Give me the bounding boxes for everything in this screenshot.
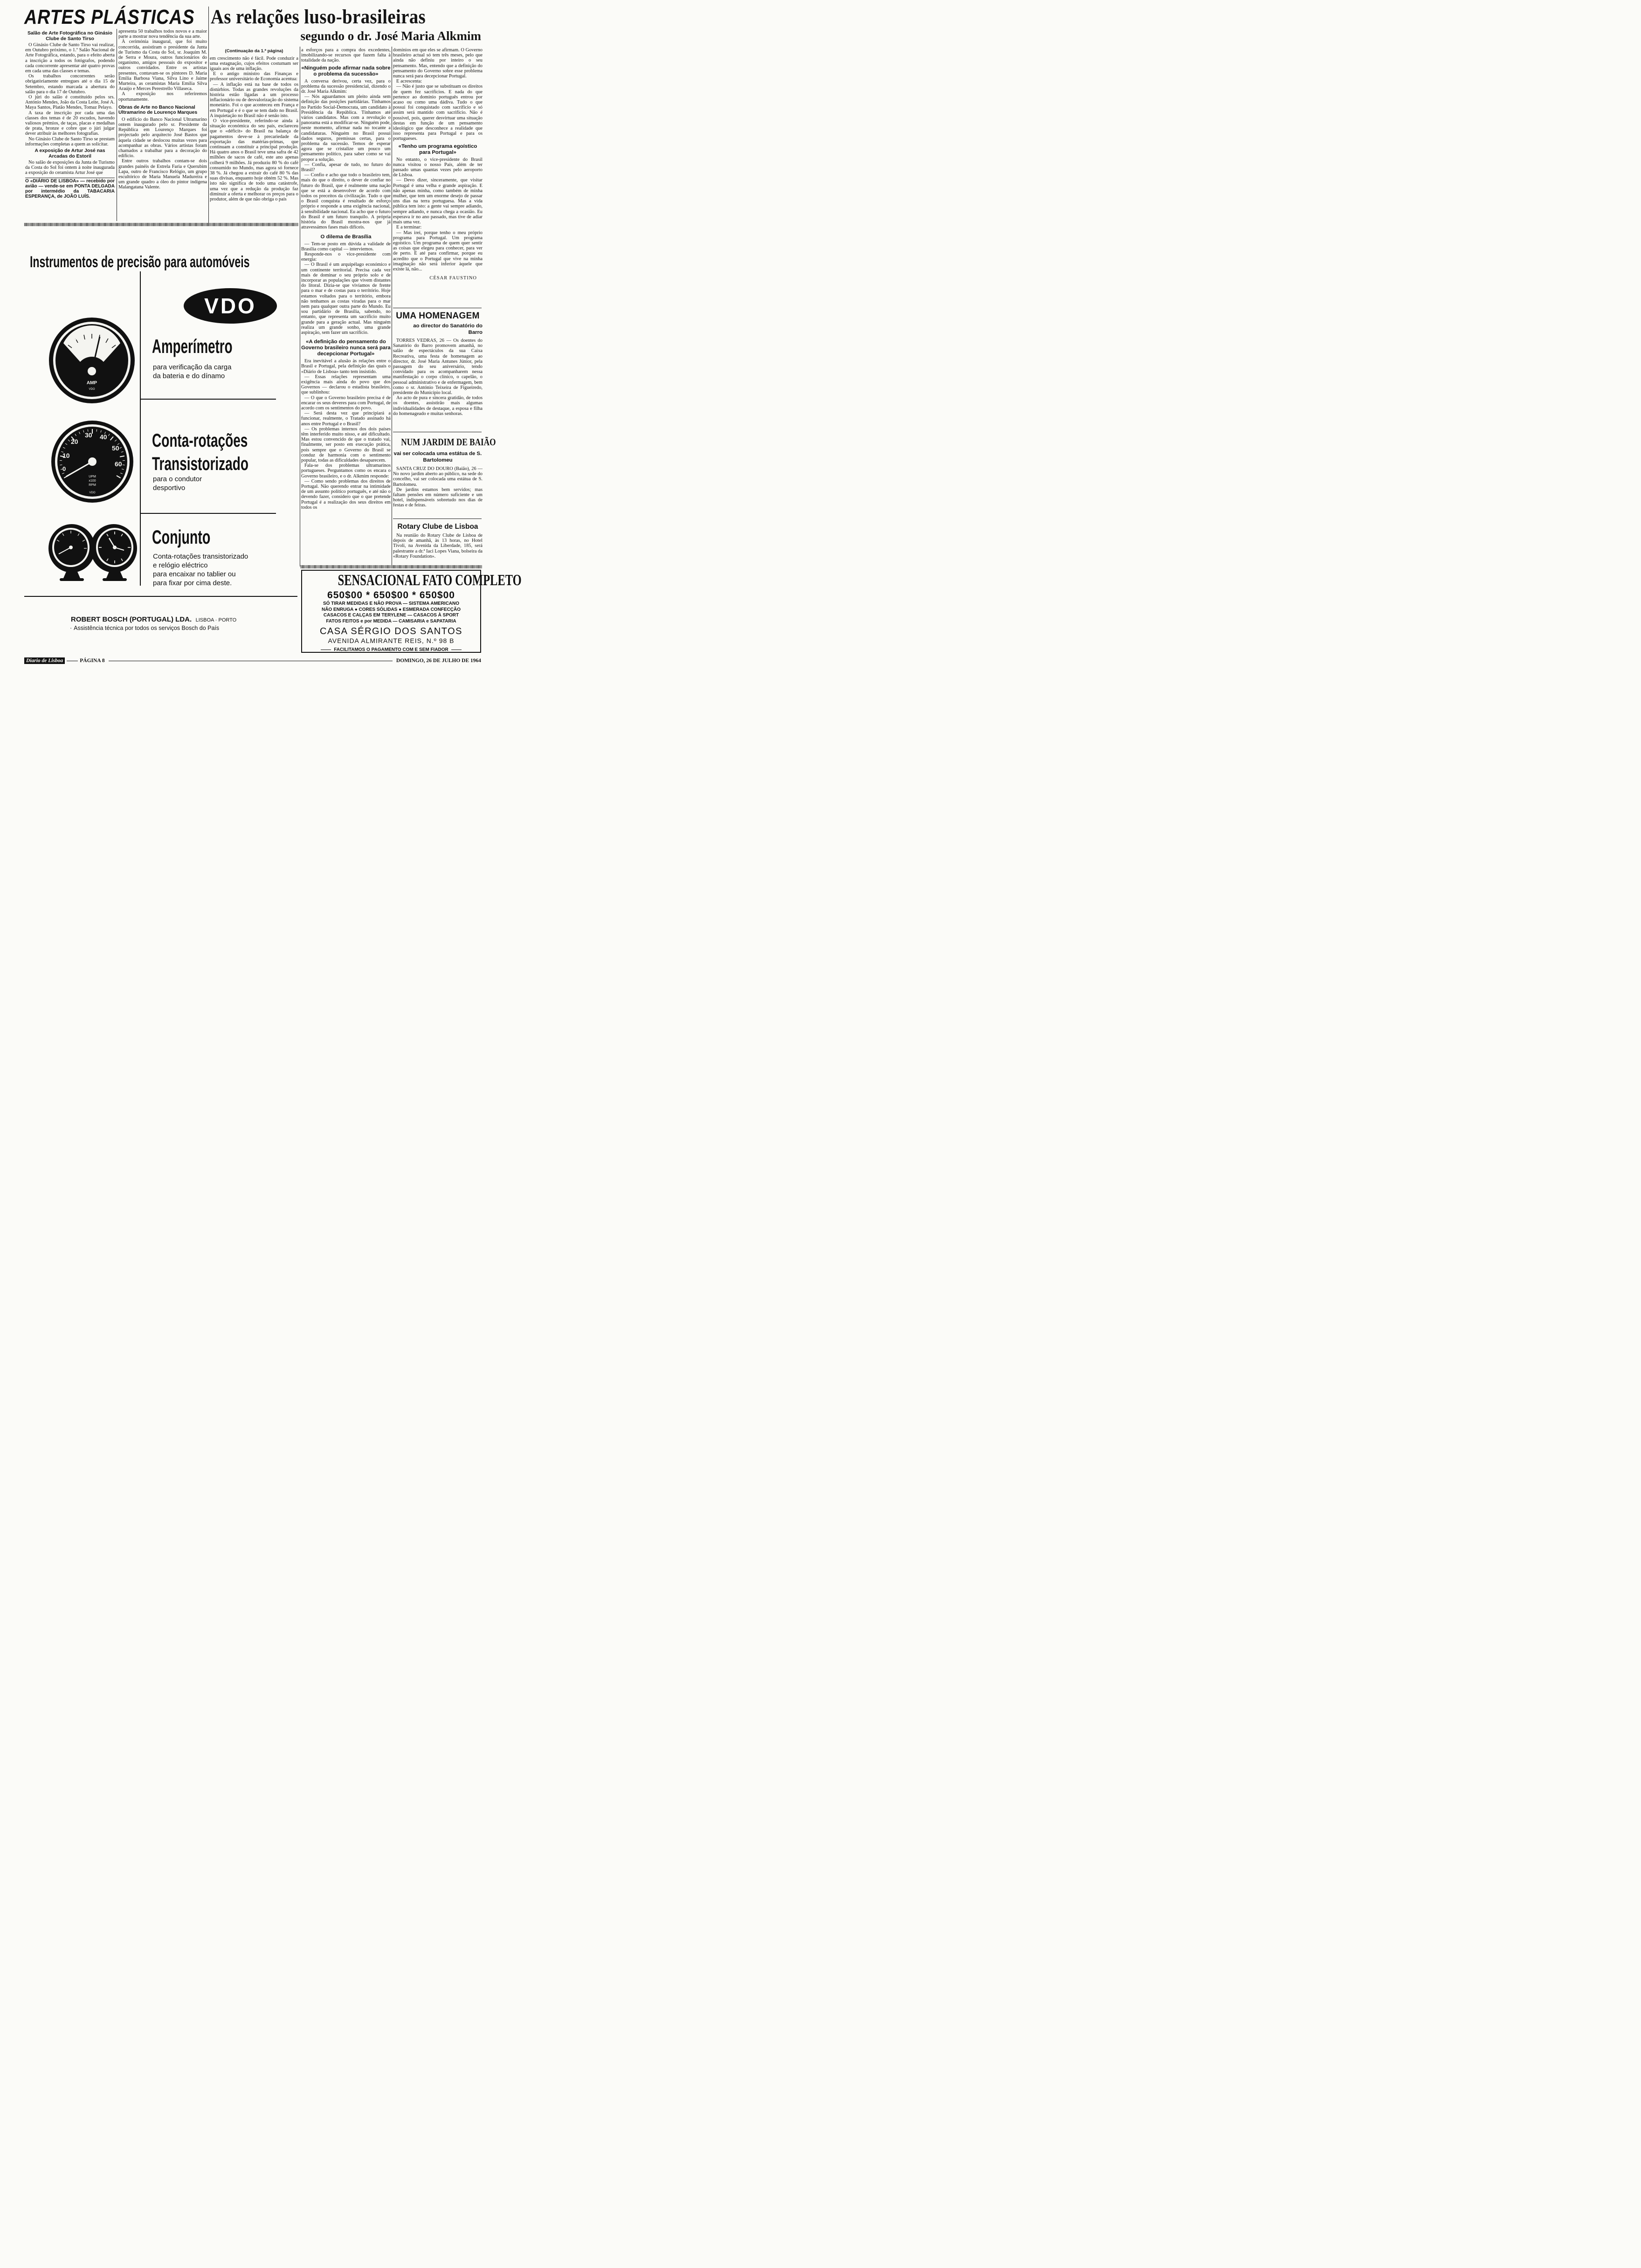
vdo-headline: Instrumentos de precisão para automóveis (30, 253, 250, 271)
section-title-brasilia: O dilema de Brasília (320, 234, 372, 240)
interview-column-2 (301, 48, 391, 510)
title-line: Conta-rotações (152, 430, 248, 451)
paragraph: — Não é justo que se substituam os direitos de quem fez sacrifícios. E nada do que pertence ao domínio português entrou por acaso ou como uma dádiva. Tudo o que possui foi conquistado com sacrifício e só assim será mantido com sacrifício. Não é possível, pois, querer desvirtuar uma situação destas em função de um pensamento ideológico que desconhece a realidade que isso representa para Portugal e para os portugueses. (393, 84, 483, 142)
product-desc-conta-rotacoes (153, 475, 283, 492)
desc-line: para encaixar no tablier ou (153, 570, 236, 578)
fato-footer: FACILITAMOS O PAGAMENTO COM E SEM FIADOR (334, 647, 448, 652)
date: DOMINGO, 26 DE JULHO DE 1964 (396, 658, 481, 664)
gauge-label: 30 (69, 334, 77, 342)
jardim-article (393, 436, 496, 508)
jardim-title: NUM JARDIM DE BAIÃO (401, 436, 496, 448)
interview-column-1 (210, 48, 298, 202)
paragraph: — Os problemas internos dos dois países têm interferido muito nisso, e até dificultado. Mas estou convencido de que o tratado vai, finalmente, ser posto em execução prática, pois sempre que o Governo do Brasil se conduz de harmonia com o sentimento popular, todas as dificuldades desaparecem. (301, 426, 391, 463)
desc-line: Conta-rotações transistorizado (153, 553, 248, 560)
paragraph: Ao acto de pura e sincera gratidão, de todos os doentes, assistirão mais algumas individualidades de destaque, a esposa e filha do homenageado e muitas senhoras. (393, 395, 483, 416)
fato-title: SENSACIONAL FATO COMPLETO (338, 572, 522, 589)
title-line: Transistorizado (152, 454, 248, 474)
paragraph: — Nós aguardamos um pleito ainda sem definição das posições partidárias. Tínhamos no Partido Social-Democrata, um candidato à Presidência da República. Tínhamos até vários candidatos. Mas com a revolução o panorama está a modificar-se. Ninguém pode, neste momento, afirmar nada no tocante a candidaturas. Ninguém no Brasil possui dados seguros, premissas certas, para o problema da sucessão. Temos de esperar agora que se cristalize um pouco um pensamento político, para saber como se vai propor a solução. (301, 94, 391, 162)
gauge-label: 60 (115, 460, 122, 468)
paragraph: O júri do salão é constituído pelos srs. António Mendes, João da Costa Leite, José A. Maya Santos, Platão Mendes, Tomaz Pelayo. (25, 95, 115, 111)
paper-name: Diario de Lisboa (24, 657, 65, 664)
paragraph: O vice-presidente, referindo-se ainda à situação económica do seu país, esclareceu que o «déficit» do Brasil na balança de pagamentos deve-se à precariedade da exportação das matérias-primas, que continuam a constituir a principal produção. Há quatro anos o Brasil teve uma safra de 42 milhões de sacos de café, este ano apenas colherá 9 milhões. Já produziu 80 % do café consumido no Mundo, mas agora só fornece 38 %. Já chegou a extrair do café 80 % das suas divisas, enquanto hoje obtém 52 %. Mas isto não significa de todo uma catástrofe, uma vez que a redução da produção faz diminuir a oferta e melhorar os preços para o produtor, além de que não obriga o país (210, 118, 298, 202)
artes-plasticas-masthead: ARTES PLÁSTICAS (24, 6, 195, 28)
page-footer (24, 657, 481, 664)
paragraph: — Como sendo problemas dos direitos de Portugal. Não querendo entrar na intimidade de um assunto político português, e até não o devendo fazer, considero que o que pretende Portugal é a realização dos seus direitos em todos os (301, 478, 391, 510)
product-desc-amperimetro (153, 363, 283, 380)
gauge-label: 30 (108, 334, 116, 342)
vdo-logo (184, 288, 277, 324)
ad-divider (140, 271, 141, 586)
paragraph: A conversa derivou, certa vez, para o problema da sucessão presidencial, dizendo o dr. José Maria Alkmim: (301, 78, 391, 95)
gauge-label: UPM (89, 475, 96, 478)
ad-divider (140, 399, 276, 400)
dotted-rule (301, 565, 483, 568)
product-title-amperimetro: Amperímetro (152, 335, 233, 357)
paragraph: — O que o Governo brasileiro precisa é de encarar os seus deveres para com Portugal, de acordo com os sentimentos do povo. (301, 395, 391, 411)
continuation-note: (Continuação da 1.ª página) (225, 48, 283, 54)
product-desc-conjunto (153, 552, 288, 588)
paragraph: No entanto, o vice-presidente do Brasil nunca visitou o nosso País, além de ter passado umas quantas vezes pelo aeroporto de Lisboa. (393, 157, 483, 178)
paragraph: a esforços para a compra dos excedentes, imobilizando-se recursos que fazem falta à totalidade da nação. (301, 48, 391, 63)
column-rule (208, 7, 209, 226)
interview-column-3 (393, 48, 483, 281)
paragraph: — Devo dizer, sinceramente, que visitar Portugal é uma velha e grande aspiração. E não apenas minha, como também de minha mulher, que tem um enorme desejo de passar uns dias na terra portuguesa. Mas a vida pública tem isto: a gente vai sempre adiando, sempre adiando, e nunca chega a ocasião. Eu esperava ir no ano passado, mas tive de adiar mais uma vez. (393, 178, 483, 225)
fato-completo-ad (301, 570, 522, 653)
fato-line: SÓ TIRAR MEDIDAS E NÃO PROVA — SISTEMA AMERICANO (323, 601, 460, 606)
section-title-exposicao: A exposição de Artur José nas Arcadas do Estoril (34, 148, 105, 159)
conjunto-gauges-icon (44, 521, 140, 585)
artes-plasticas-masthead-box (24, 7, 208, 28)
homenagem-subtitle: ao director do Sanatório do Barro (413, 323, 483, 335)
product-title-conta-rotacoes (152, 429, 292, 477)
signature: CÉSAR FAUSTINO (429, 276, 477, 281)
section-title-banco: Obras de Arte no Banco Nacional Ultramarino de Lourenço Marques (118, 104, 198, 116)
ammeter-gauge-icon (48, 316, 136, 405)
paragraph: TORRES VEDRAS, 26 — Os doentes do Sanatório do Barro promovem amanhã, no salão de espectáculos da sua Caixa Recreativa, uma festa de homenagem ao director, dr. José Maria Antunes Júnior, pela passagem do seu aniversário, tendo convidado para os acompanharem nessa manifestação o corpo clínico, o capelão, o pessoal administrativo e de enfermagem, bem como o sr. António Teixeira de Figueiredo, presidente do Município local. (393, 338, 483, 396)
tachometer-gauge-icon (50, 420, 134, 504)
gauge-label: 50 (112, 444, 119, 452)
paragraph: E a terminar: (396, 225, 422, 230)
desc-line: para verificação da carga (153, 363, 232, 371)
gauge-label: — (81, 332, 86, 337)
homenagem-title: UMA HOMENAGEM (396, 311, 480, 321)
homenagem-article (393, 311, 483, 416)
paragraph: A exposição nos referiremos oportunamente. (118, 91, 207, 102)
company-cities: LISBOA · PORTO (195, 617, 237, 623)
gauge-label: 0 (62, 465, 66, 472)
section-title-programa: «Tenho um programa egoístico para Portugal» (398, 143, 477, 155)
gauge-brand: VDO (89, 388, 95, 391)
gauge-label: RPM (89, 484, 96, 487)
rotary-article (393, 522, 483, 559)
bosch-assistance: · Assistência técnica por todos os serviços Bosch do País (70, 625, 220, 631)
paragraph: — Confia, apesar de tudo, no futuro do Brasil? (301, 162, 391, 173)
paragraph: — O Brasil é um arquipélago económico e um continente territorial. Precisa cada vez mais de dominar o seu próprio solo e de incorporar as populações que vivem distantes do litoral. Dizia-se que vivíamos de frente para o mar e de costas para o território. Hoje estamos voltados para o território, embora não tenhamos as costas viradas para o mar nem para qualquer outra parte do Mundo. Eu sou partidário de Brasília, sabendo, no entanto, que representa um sacrifício muito grande para a geração actual. Mas ninguém realiza um grande sonho, uma grande aspiração, sem fazer um sacrifício. (301, 262, 391, 335)
paragraph: apresenta 50 trabalhos todos novos e a maior parte a mostrar nova tendência da sua arte. (118, 29, 207, 40)
gauge-label: + (100, 331, 103, 337)
gauge-label: x100 (89, 479, 96, 483)
ad-divider (24, 596, 297, 597)
desc-line: para fixar por cima deste. (153, 579, 232, 587)
fato-line: NÃO ENRUGA ● CORES SÓLIDAS ● ESMERADA CONFECÇÃO (321, 607, 461, 612)
paragraph: Era inevitável a alusão às relações entre o Brasil e Portugal, pela definição das quais o «Diário de Lisboa» tanto tem insistido. (301, 359, 391, 374)
paragraph: À cerimónia inaugural, que foi muito concorrida, assistiram o presidente da Junta de Turismo da Costa do Sol, sr. Joaquim M. de Serra e Moura, outros funcionários do organismo, amigos pessoais do expositor e outros convidados. Entre os artistas presentes, contavam-se os pintores D. Maria Emília Barbosa Viana, Silva Lino e Jaime Murteira, as ceramistas Maria Emília Silva Araújo e Merces Perestrello Villaseca. (118, 39, 207, 92)
second-column (118, 29, 207, 190)
fato-line: FATOS FEITOS e por MEDIDA — CAMISARIA e SAPATARIA (326, 618, 456, 624)
bosch-company (71, 615, 276, 624)
headline-box (211, 7, 481, 28)
ad-divider (140, 513, 276, 514)
gauge-label: 20 (71, 438, 78, 445)
rotary-title: Rotary Clube de Lisboa (397, 523, 478, 531)
paragraph: — Mas irei, porque tenho o meu próprio programa para Portugal. Um programa egoístico. Um programa de quem quer sentir as coisas que elegeu para conhecer, para ver de perto. É até para confirmar, porque eu acredito que o Portugal que vive na minha imaginação não será inferior àquele que existe lá, não... (393, 230, 483, 272)
paragraph: E acrescenta: (396, 79, 422, 84)
vdo-ad (24, 228, 297, 641)
paragraph: Na reunião do Rotary Clube de Lisboa de depois de amanhã, às 13 horas, no Hotel Tivoli, na Avenida da Liberdade, 185, será palestrante a dr.ª Iaci Lopes Viana, bolseira da «Rotary Foundation». (393, 533, 483, 559)
vdo-logo-text: VDO (204, 294, 256, 318)
paragraph: SANTA CRUZ DO DOURO (Baião), 26 — No novo jardim aberto ao público, na sede do concelho, vai ser colocada uma estátua de S. Bartolomeu. (393, 466, 483, 487)
paragraph: O Ginásio Clube de Santo Tirso vai realizar, em Outubro próximo, o 1.º Salão Nacional de Arte Fotográfica, estando, para o efeito aberta a inscrição a todos os fotógrafos, podendo cada concorrente apresentar até quatro provas em cada uma das classes e temas. (25, 42, 115, 74)
paragraph: — Será desta vez que principiará a funcionar, realmente, o Tratado assinado há anos entre Portugal e o Brasil? (301, 411, 391, 427)
company-name: ROBERT BOSCH (PORTUGAL) LDA. (71, 615, 192, 623)
paragraph: — Tem-se posto em dúvida a validade de Brasília como capital — interviemos. (301, 241, 391, 252)
left-column (25, 30, 115, 199)
section-title-salao: Salão de Arte Fotográfica no Ginásio Clube de Santo Tirso (27, 31, 113, 41)
paragraph: Os trabalhos concorrentes serão obrigatòriamente entregues até o dia 15 de Setembro, estando marcada a abertura do salão para o dia 17 de Outubro. (25, 74, 115, 95)
gauge-brand: VDO (89, 491, 96, 494)
page-number: PÁGINA 8 (80, 658, 105, 664)
paragraph: — A inflação está na base de todos os distúrbios. Todas as grandes revoluções da história estão ligadas a um processo inflacionário ou de desvalorização do sistema monetário. Foi o que aconteceu em França e em Portugal e é o que se tem dado no Brasil. A inquietação no Brasil não é senão isto. (210, 82, 298, 118)
section-title-sucessao: «Ninguém pode afirmar nada sobre o problema da sucessão» (301, 65, 391, 77)
paragraph: Responde-nos o vice-presidente com energia: (301, 251, 391, 263)
gauge-label: AMP (86, 380, 97, 386)
paragraph: No salão de exposições da Junta de Turismo da Costa do Sol foi ontem à noite inaugurada a exposição do ceramista Artur José que (25, 160, 115, 176)
paragraph: — Essas relações representam uma exigência mais ainda do povo que dos Governos — declarou o estadista brasileiro, que sublinhou: (301, 374, 391, 395)
paragraph: O edifício do Banco Nacional Ultramarino ontem inaugurado pelo sr. Presidente da República em Lourenço Marques foi projectado pelo arquitecto José Bastos que àquela cidade se deslocou muitas vezes para acompanhar as obras. Vários artistas foram chamados a trabalhar para a decoração do edifício. (118, 117, 207, 159)
paragraph: No Ginásio Clube de Santo Tirso se prestam informações completas a quem as solicitar. (25, 136, 115, 147)
diario-notice: O «DIÁRIO DE LISBOA» — recebido por avião — vende-se em PONTA DELGADA por intermédio da TABACARIA ESPERANÇA, de JOÃO LUÍS. (25, 178, 115, 199)
desc-line: desportivo (153, 484, 186, 492)
dotted-rule (24, 223, 298, 226)
fato-address: AVENIDA ALMIRANTE REIS, N.º 98 B (328, 637, 455, 644)
paragraph: De jardins estamos bem servidos; mas faltam pensões em número suficiente e um hotel, indispensáveis sobretudo nos dias de festas e de feiras. (393, 487, 483, 508)
paragraph: domínios em que eles se afirmam. O Governo brasileiro actual só tem três meses, pelo que ainda não definiu por inteiro o seu pensamento. Mas, entendo que a definição do pensamento do Governo sobre esse problema nunca será para decepcionar Portugal. (393, 48, 483, 79)
product-title-conjunto: Conjunto (152, 526, 211, 548)
gauge-label: 40 (100, 433, 107, 441)
paragraph: — Confio e acho que todo o brasileiro tem, mais do que o direito, o dever de confiar no futuro do Brasil, que é realmente uma nação que se está a desenvolver de acordo com todos os preceitos da civilização. Tudo o que o Brasil conquista é resultado de esforço próprio e responde a uma exigência nacional, à sensibilidade nacional. Eu acho que o futuro do Brasil é um futuro tranquilo. A própria história do Brasil mostra-nos que já atravessámos fases mais difíceis. (301, 173, 391, 230)
headline-subtitle: segundo o dr. José Maria Alkmim (300, 29, 481, 43)
desc-line: para o condutor (153, 475, 202, 483)
paragraph: em crescimento não é fácil. Pode conduzir a uma estagnação, cujos efeitos costumam ser iguais aos de uma inflação. (210, 55, 298, 71)
assistance-text: Assistência técnica por todos os serviços Bosch do País (74, 625, 220, 631)
fato-line: CASACOS E CALÇAS EM TERYLENE — CASACOS À SPORT (323, 613, 459, 618)
paragraph: A taxa de inscrição por cada uma das classes dos temas é de 20 escudos, havendo valiosos prémios, de taças, placas e medalhas de prata, bronze e cobre que o júri julgar dever atribuir às melhores fotografias. (25, 110, 115, 137)
desc-line: da bateria e do dínamo (153, 372, 225, 380)
paragraph: Fala-se dos problemas ultramarinos portugueses. Perguntamos como os encara o Governo brasileiro, e o dr. Alkmim responde: (301, 463, 391, 479)
gauge-label: 30 (85, 431, 92, 439)
fato-prices: 650$00 * 650$00 * 650$00 (327, 590, 455, 601)
section-title-definicao: «A definição do pensamento do Governo brasileiro nunca será para decepcionar Portugal» (301, 339, 391, 357)
headline-title: As relações luso-brasileiras (211, 6, 426, 28)
fato-shop: CASA SÉRGIO DOS SANTOS (319, 626, 463, 636)
paragraph: Entre outros trabalhos contam-se dois grandes painéis de Estrela Faria e Querubim Lapa, outro de Francisco Relógio, um grupo escultórico de Maria Manuela Madureira e um grande quadro a óleo do pintor indígena Malangatana Valente. (118, 159, 207, 190)
jardim-subtitle: vai ser colocada uma estátua de S. Bartolomeu (393, 451, 482, 463)
paragraph: E o antigo ministro das Finanças e professor universitário de Economia acentua: (210, 71, 298, 82)
desc-line: e relógio eléctrico (153, 561, 208, 569)
gauge-label: 10 (62, 452, 70, 459)
